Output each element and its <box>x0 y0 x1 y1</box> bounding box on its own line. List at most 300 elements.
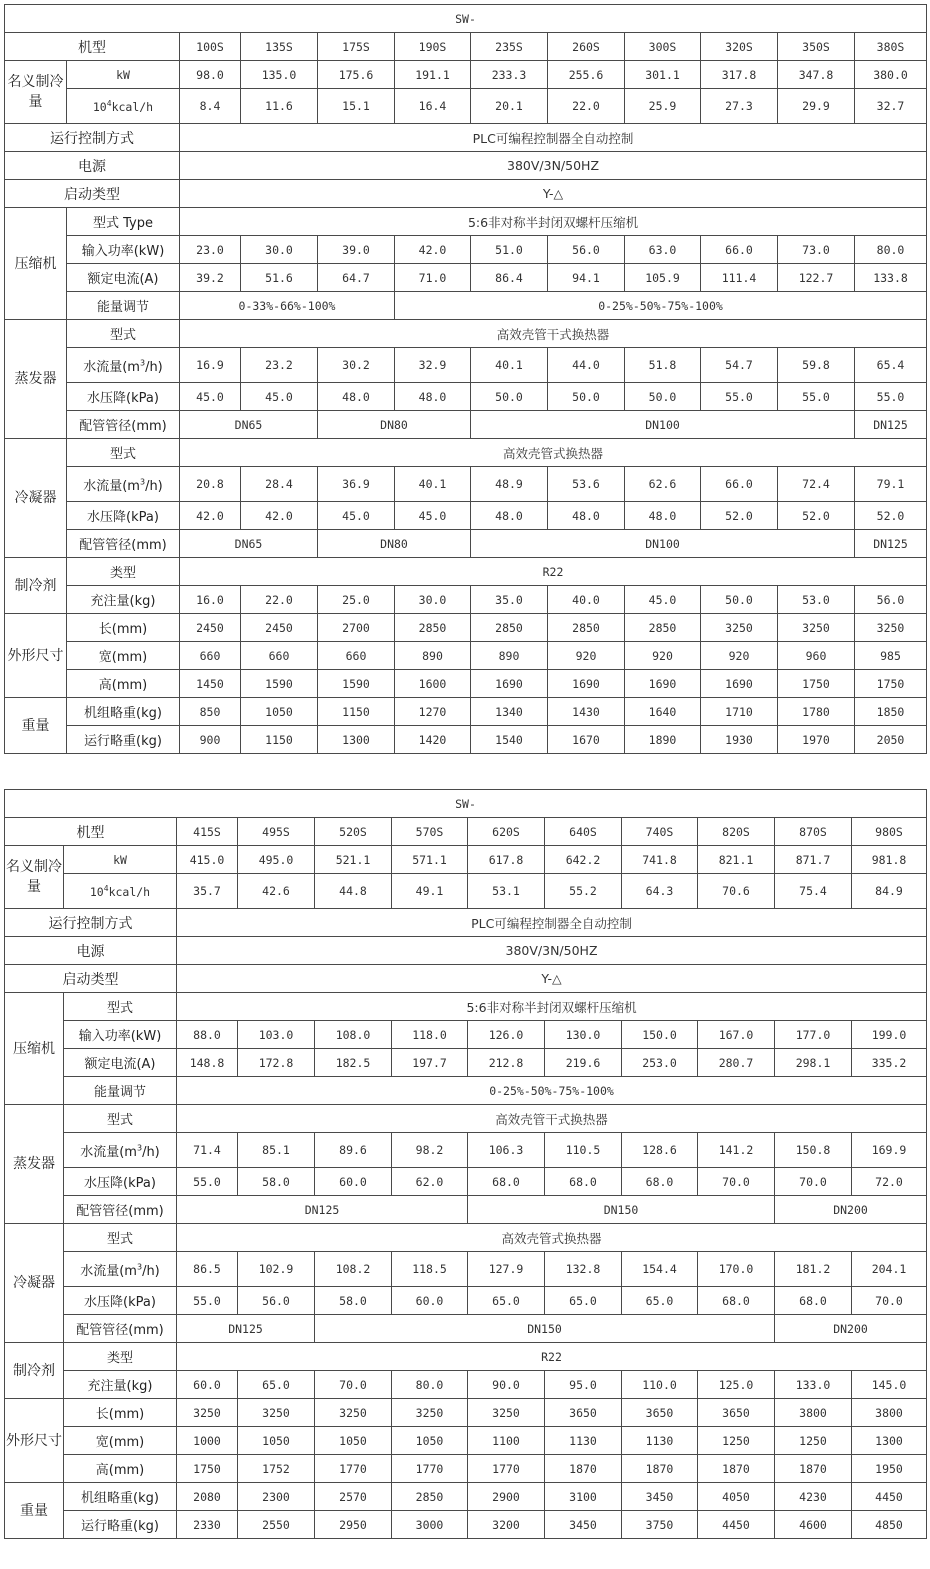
condenser-flow-label-text: 水流量(m <box>80 1263 137 1279</box>
charge-label: 充注量(kg) <box>67 586 180 614</box>
control-mode-value: PLC可编程控制器全自动控制 <box>177 909 927 937</box>
charge-value: 35.0 <box>471 586 548 614</box>
length-value: 3250 <box>701 614 778 642</box>
length-value: 3650 <box>545 1399 622 1427</box>
evaporator-pressure-value: 58.0 <box>238 1168 315 1196</box>
model-name: 135S <box>241 33 318 61</box>
condenser-flow-value: 204.1 <box>852 1252 927 1287</box>
operating-weight-value: 3750 <box>622 1511 698 1539</box>
width-value: 960 <box>778 642 855 670</box>
table-title: SW- <box>5 790 927 818</box>
rated-current-value: 212.8 <box>468 1049 545 1077</box>
model-name: 260S <box>548 33 625 61</box>
evaporator-pressure-value: 62.0 <box>392 1168 468 1196</box>
condenser-flow-value: 53.6 <box>548 467 625 502</box>
operating-weight-label: 运行略重(kg) <box>67 726 180 754</box>
condenser-pressure-value: 60.0 <box>392 1287 468 1315</box>
condenser-flow-label-superscript: 3 <box>139 477 146 487</box>
input-power-label: 输入功率(kW) <box>67 236 180 264</box>
model-name: 570S <box>392 818 468 846</box>
length-value: 3800 <box>775 1399 852 1427</box>
evaporator-flow-value: 169.9 <box>852 1133 927 1168</box>
condenser-flow-value: 86.5 <box>177 1252 238 1287</box>
length-value: 2850 <box>625 614 701 642</box>
height-value: 1870 <box>698 1455 775 1483</box>
height-label: 高(mm) <box>64 1455 177 1483</box>
operating-weight-value: 900 <box>180 726 241 754</box>
input-power-value: 88.0 <box>177 1021 238 1049</box>
width-value: 660 <box>180 642 241 670</box>
kcal-label-text: 10 <box>89 884 104 899</box>
height-value: 1690 <box>471 670 548 698</box>
compressor-label: 压缩机 <box>5 208 67 320</box>
condenser-type-label: 型式 <box>67 439 180 467</box>
operating-weight-value: 1150 <box>241 726 318 754</box>
condenser-pressure-value: 45.0 <box>395 502 471 530</box>
capacity-control-value: 0-25%-50%-75%-100% <box>395 292 927 320</box>
model-name: 740S <box>622 818 698 846</box>
unit-weight-value: 1150 <box>318 698 395 726</box>
evaporator-flow-value: 110.5 <box>545 1133 622 1168</box>
unit-weight-value: 4230 <box>775 1483 852 1511</box>
height-value: 1590 <box>318 670 395 698</box>
input-power-value: 63.0 <box>625 236 701 264</box>
condenser-pressure-value: 48.0 <box>471 502 548 530</box>
charge-value: 50.0 <box>701 586 778 614</box>
kcal-label-unit: kcal/h <box>108 884 151 899</box>
capacity-kw-value: 317.8 <box>701 61 778 89</box>
capacity-kcal-value: 75.4 <box>775 874 852 909</box>
height-value: 1750 <box>778 670 855 698</box>
evaporator-pressure-value: 55.0 <box>701 383 778 411</box>
input-power-value: 150.0 <box>622 1021 698 1049</box>
width-value: 1100 <box>468 1427 545 1455</box>
operating-weight-value: 1930 <box>701 726 778 754</box>
unit-weight-value: 1270 <box>395 698 471 726</box>
model-name: 495S <box>238 818 315 846</box>
length-value: 3250 <box>855 614 927 642</box>
rated-current-value: 219.6 <box>545 1049 622 1077</box>
length-value: 2450 <box>241 614 318 642</box>
unit-weight-value: 2900 <box>468 1483 545 1511</box>
capacity-kw-value: 301.1 <box>625 61 701 89</box>
input-power-value: 108.0 <box>315 1021 392 1049</box>
capacity-kcal-value: 20.1 <box>471 89 548 124</box>
input-power-value: 51.0 <box>471 236 548 264</box>
capacity-control-label: 能量调节 <box>64 1077 177 1105</box>
evaporator-pipe-label: 配管管径(mm) <box>64 1196 177 1224</box>
nominal-capacity-label: 名义制冷量 <box>5 61 67 124</box>
kcal-label-text: 10 <box>92 99 107 114</box>
condenser-flow-value: 154.4 <box>622 1252 698 1287</box>
evaporator-type-label: 型式 <box>67 320 180 348</box>
height-value: 1690 <box>701 670 778 698</box>
evaporator-flow-value: 59.8 <box>778 348 855 383</box>
condenser-pressure-label: 水压降(kPa) <box>67 502 180 530</box>
width-label: 宽(mm) <box>67 642 180 670</box>
condenser-pipe-value: DN150 <box>315 1315 775 1343</box>
condenser-flow-value: 40.1 <box>395 467 471 502</box>
height-value: 1590 <box>241 670 318 698</box>
charge-value: 90.0 <box>468 1371 545 1399</box>
spec-table-2 <box>4 789 927 1539</box>
input-power-value: 80.0 <box>855 236 927 264</box>
control-mode-label: 运行控制方式 <box>5 909 177 937</box>
condenser-pressure-value: 70.0 <box>852 1287 927 1315</box>
condenser-pressure-value: 52.0 <box>778 502 855 530</box>
evaporator-flow-label-text: 水流量(m <box>80 1144 137 1160</box>
condenser-flow-value: 66.0 <box>701 467 778 502</box>
charge-label: 充注量(kg) <box>64 1371 177 1399</box>
condenser-flow-label-superscript: 3 <box>136 1262 143 1272</box>
evaporator-pressure-value: 68.0 <box>545 1168 622 1196</box>
evaporator-pipe-value: DN65 <box>180 411 318 439</box>
condenser-pressure-value: 48.0 <box>625 502 701 530</box>
evaporator-flow-value: 98.2 <box>392 1133 468 1168</box>
evaporator-pressure-value: 70.0 <box>698 1168 775 1196</box>
operating-weight-value: 3000 <box>392 1511 468 1539</box>
condenser-pipe-value: DN100 <box>471 530 855 558</box>
condenser-pressure-value: 48.0 <box>548 502 625 530</box>
evaporator-pipe-value: DN80 <box>318 411 471 439</box>
charge-value: 125.0 <box>698 1371 775 1399</box>
evaporator-pressure-value: 68.0 <box>622 1168 698 1196</box>
capacity-kcal-value: 11.6 <box>241 89 318 124</box>
capacity-kcal-value: 49.1 <box>392 874 468 909</box>
condenser-pressure-value: 58.0 <box>315 1287 392 1315</box>
charge-value: 110.0 <box>622 1371 698 1399</box>
length-value: 2850 <box>471 614 548 642</box>
height-value: 1750 <box>855 670 927 698</box>
input-power-value: 103.0 <box>238 1021 315 1049</box>
input-power-value: 30.0 <box>241 236 318 264</box>
capacity-kcal-value: 70.6 <box>698 874 775 909</box>
kcal-label-superscript: 4 <box>103 883 109 893</box>
length-value: 3250 <box>778 614 855 642</box>
width-value: 1050 <box>238 1427 315 1455</box>
compressor-type-label: 型式 Type <box>67 208 180 236</box>
height-label: 高(mm) <box>67 670 180 698</box>
kcal-label <box>67 89 180 124</box>
condenser-flow-label-unit: /h) <box>142 1263 160 1279</box>
capacity-kcal-value: 44.8 <box>315 874 392 909</box>
condenser-pressure-value: 65.0 <box>545 1287 622 1315</box>
length-value: 2450 <box>180 614 241 642</box>
capacity-kcal-value: 42.6 <box>238 874 315 909</box>
operating-weight-value: 1970 <box>778 726 855 754</box>
capacity-kcal-value: 29.9 <box>778 89 855 124</box>
condenser-pressure-value: 42.0 <box>241 502 318 530</box>
model-name: 100S <box>180 33 241 61</box>
kcal-label-superscript: 4 <box>106 98 112 108</box>
evaporator-flow-value: 40.1 <box>471 348 548 383</box>
model-name: 300S <box>625 33 701 61</box>
evaporator-flow-value: 71.4 <box>177 1133 238 1168</box>
model-name: 190S <box>395 33 471 61</box>
condenser-pipe-value: DN125 <box>177 1315 315 1343</box>
table-title: SW- <box>5 5 927 33</box>
input-power-value: 199.0 <box>852 1021 927 1049</box>
width-value: 660 <box>241 642 318 670</box>
evaporator-flow-value: 85.1 <box>238 1133 315 1168</box>
unit-weight-value: 1710 <box>701 698 778 726</box>
evaporator-flow-value: 106.3 <box>468 1133 545 1168</box>
capacity-kw-value: 871.7 <box>775 846 852 874</box>
evaporator-flow-value: 54.7 <box>701 348 778 383</box>
rated-current-value: 148.8 <box>177 1049 238 1077</box>
condenser-pressure-value: 55.0 <box>177 1287 238 1315</box>
capacity-kcal-value: 32.7 <box>855 89 927 124</box>
evaporator-pressure-value: 55.0 <box>855 383 927 411</box>
width-value: 1050 <box>315 1427 392 1455</box>
capacity-kw-value: 617.8 <box>468 846 545 874</box>
kcal-label-unit: kcal/h <box>111 99 154 114</box>
model-name: 175S <box>318 33 395 61</box>
unit-weight-value: 3450 <box>622 1483 698 1511</box>
model-name: 380S <box>855 33 927 61</box>
capacity-kw-value: 191.1 <box>395 61 471 89</box>
evaporator-pressure-value: 50.0 <box>548 383 625 411</box>
evaporator-pipe-value: DN150 <box>468 1196 775 1224</box>
model-name: 320S <box>701 33 778 61</box>
condenser-flow-value: 102.9 <box>238 1252 315 1287</box>
nominal-capacity-label: 名义制冷量 <box>5 846 64 909</box>
height-value: 1450 <box>180 670 241 698</box>
evaporator-flow-label-unit: /h) <box>142 1144 160 1160</box>
condenser-pipe-value: DN80 <box>318 530 471 558</box>
input-power-value: 42.0 <box>395 236 471 264</box>
rated-current-value: 94.1 <box>548 264 625 292</box>
condenser-flow-value: 62.6 <box>625 467 701 502</box>
evaporator-pressure-value: 68.0 <box>468 1168 545 1196</box>
refrigerant-type-value: R22 <box>177 1343 927 1371</box>
start-type-value: Y-△ <box>180 180 927 208</box>
capacity-kcal-value: 35.7 <box>177 874 238 909</box>
dimensions-label: 外形尺寸 <box>5 614 67 698</box>
length-value: 3650 <box>698 1399 775 1427</box>
refrigerant-type-label: 类型 <box>67 558 180 586</box>
capacity-kcal-value: 25.9 <box>625 89 701 124</box>
unit-weight-value: 3100 <box>545 1483 622 1511</box>
evaporator-pipe-value: DN125 <box>855 411 927 439</box>
height-value: 1770 <box>392 1455 468 1483</box>
operating-weight-value: 1890 <box>625 726 701 754</box>
evaporator-type-value: 高效壳管干式换热器 <box>177 1105 927 1133</box>
charge-value: 53.0 <box>778 586 855 614</box>
charge-value: 45.0 <box>625 586 701 614</box>
capacity-kw-value: 380.0 <box>855 61 927 89</box>
evaporator-flow-value: 51.8 <box>625 348 701 383</box>
input-power-value: 56.0 <box>548 236 625 264</box>
model-name: 640S <box>545 818 622 846</box>
evaporator-flow-label-superscript: 3 <box>139 358 146 368</box>
spec-table-body <box>5 5 927 754</box>
capacity-kw-value: 415.0 <box>177 846 238 874</box>
input-power-value: 39.0 <box>318 236 395 264</box>
evaporator-flow-value: 16.9 <box>180 348 241 383</box>
condenser-flow-label-text: 水流量(m <box>83 478 140 494</box>
refrigerant-type-value: R22 <box>180 558 927 586</box>
evaporator-pressure-value: 48.0 <box>395 383 471 411</box>
input-power-label: 输入功率(kW) <box>64 1021 177 1049</box>
evaporator-pressure-value: 45.0 <box>241 383 318 411</box>
condenser-flow-label <box>64 1252 177 1287</box>
condenser-pressure-value: 56.0 <box>238 1287 315 1315</box>
length-value: 3650 <box>622 1399 698 1427</box>
height-value: 1950 <box>852 1455 927 1483</box>
condenser-flow-value: 20.8 <box>180 467 241 502</box>
height-value: 1770 <box>315 1455 392 1483</box>
condenser-flow-value: 72.4 <box>778 467 855 502</box>
rated-current-label: 额定电流(A) <box>64 1049 177 1077</box>
evaporator-pressure-value: 72.0 <box>852 1168 927 1196</box>
width-value: 660 <box>318 642 395 670</box>
charge-value: 16.0 <box>180 586 241 614</box>
evaporator-type-label: 型式 <box>64 1105 177 1133</box>
power-supply-value: 380V/3N/50HZ <box>180 152 927 180</box>
width-value: 890 <box>471 642 548 670</box>
evaporator-pressure-value: 55.0 <box>177 1168 238 1196</box>
evaporator-flow-value: 141.2 <box>698 1133 775 1168</box>
spec-table-1 <box>4 4 927 754</box>
evaporator-flow-label-superscript: 3 <box>136 1143 143 1153</box>
condenser-label: 冷凝器 <box>5 439 67 558</box>
evaporator-flow-label <box>67 348 180 383</box>
capacity-kcal-value: 53.1 <box>468 874 545 909</box>
input-power-value: 130.0 <box>545 1021 622 1049</box>
evaporator-flow-label-unit: /h) <box>145 359 163 375</box>
start-type-value: Y-△ <box>177 965 927 993</box>
control-mode-label: 运行控制方式 <box>5 124 180 152</box>
operating-weight-value: 1540 <box>471 726 548 754</box>
operating-weight-value: 3200 <box>468 1511 545 1539</box>
unit-weight-value: 1780 <box>778 698 855 726</box>
condenser-pressure-value: 65.0 <box>468 1287 545 1315</box>
charge-value: 70.0 <box>315 1371 392 1399</box>
height-value: 1750 <box>177 1455 238 1483</box>
rated-current-value: 197.7 <box>392 1049 468 1077</box>
length-value: 3250 <box>468 1399 545 1427</box>
condenser-type-value: 高效壳管式换热器 <box>177 1224 927 1252</box>
compressor-label: 压缩机 <box>5 993 64 1105</box>
unit-weight-value: 2570 <box>315 1483 392 1511</box>
operating-weight-value: 1420 <box>395 726 471 754</box>
unit-weight-value: 2080 <box>177 1483 238 1511</box>
kw-label: kW <box>67 61 180 89</box>
length-value: 3250 <box>392 1399 468 1427</box>
operating-weight-value: 1670 <box>548 726 625 754</box>
condenser-label: 冷凝器 <box>5 1224 64 1343</box>
rated-current-value: 298.1 <box>775 1049 852 1077</box>
condenser-pressure-value: 68.0 <box>775 1287 852 1315</box>
width-value: 1000 <box>177 1427 238 1455</box>
length-label: 长(mm) <box>64 1399 177 1427</box>
dimensions-label: 外形尺寸 <box>5 1399 64 1483</box>
refrigerant-label: 制冷剂 <box>5 558 67 614</box>
model-name: 415S <box>177 818 238 846</box>
rated-current-value: 335.2 <box>852 1049 927 1077</box>
model-name: 620S <box>468 818 545 846</box>
compressor-type-value: 5:6非对称半封闭双螺杆压缩机 <box>180 208 927 236</box>
operating-weight-value: 4850 <box>852 1511 927 1539</box>
capacity-kw-value: 821.1 <box>698 846 775 874</box>
condenser-type-value: 高效壳管式换热器 <box>180 439 927 467</box>
model-label: 机型 <box>5 33 180 61</box>
unit-weight-label: 机组略重(kg) <box>67 698 180 726</box>
rated-current-value: 122.7 <box>778 264 855 292</box>
condenser-pressure-label: 水压降(kPa) <box>64 1287 177 1315</box>
length-value: 2700 <box>318 614 395 642</box>
capacity-kcal-value: 15.1 <box>318 89 395 124</box>
power-supply-label: 电源 <box>5 152 180 180</box>
capacity-kw-value: 98.0 <box>180 61 241 89</box>
capacity-kcal-value: 22.0 <box>548 89 625 124</box>
unit-weight-label: 机组略重(kg) <box>64 1483 177 1511</box>
model-name: 350S <box>778 33 855 61</box>
input-power-value: 23.0 <box>180 236 241 264</box>
capacity-kcal-value: 84.9 <box>852 874 927 909</box>
operating-weight-label: 运行略重(kg) <box>64 1511 177 1539</box>
condenser-pipe-value: DN200 <box>775 1315 927 1343</box>
operating-weight-value: 2950 <box>315 1511 392 1539</box>
evaporator-flow-value: 128.6 <box>622 1133 698 1168</box>
evaporator-pressure-value: 50.0 <box>625 383 701 411</box>
height-value: 1870 <box>775 1455 852 1483</box>
width-value: 1250 <box>698 1427 775 1455</box>
unit-weight-value: 850 <box>180 698 241 726</box>
charge-value: 22.0 <box>241 586 318 614</box>
unit-weight-value: 1340 <box>471 698 548 726</box>
operating-weight-value: 2550 <box>238 1511 315 1539</box>
evaporator-pipe-value: DN200 <box>775 1196 927 1224</box>
evaporator-pressure-value: 45.0 <box>180 383 241 411</box>
rated-current-value: 111.4 <box>701 264 778 292</box>
operating-weight-value: 2050 <box>855 726 927 754</box>
evaporator-pipe-value: DN100 <box>471 411 855 439</box>
capacity-kcal-value: 16.4 <box>395 89 471 124</box>
width-value: 1050 <box>392 1427 468 1455</box>
rated-current-value: 64.7 <box>318 264 395 292</box>
operating-weight-value: 2330 <box>177 1511 238 1539</box>
condenser-pressure-value: 42.0 <box>180 502 241 530</box>
unit-weight-value: 2300 <box>238 1483 315 1511</box>
model-name: 980S <box>852 818 927 846</box>
evaporator-pressure-value: 48.0 <box>318 383 395 411</box>
height-value: 1600 <box>395 670 471 698</box>
condenser-flow-value: 108.2 <box>315 1252 392 1287</box>
evaporator-pipe-value: DN125 <box>177 1196 468 1224</box>
capacity-kw-value: 135.0 <box>241 61 318 89</box>
capacity-kw-value: 347.8 <box>778 61 855 89</box>
capacity-kcal-value: 55.2 <box>545 874 622 909</box>
width-value: 985 <box>855 642 927 670</box>
condenser-pipe-label: 配管管径(mm) <box>67 530 180 558</box>
capacity-kw-value: 741.8 <box>622 846 698 874</box>
capacity-kw-value: 642.2 <box>545 846 622 874</box>
charge-value: 60.0 <box>177 1371 238 1399</box>
evaporator-flow-value: 65.4 <box>855 348 927 383</box>
power-supply-value: 380V/3N/50HZ <box>177 937 927 965</box>
compressor-type-value: 5:6非对称半封闭双螺杆压缩机 <box>177 993 927 1021</box>
control-mode-value: PLC可编程控制器全自动控制 <box>180 124 927 152</box>
capacity-kw-value: 981.8 <box>852 846 927 874</box>
length-value: 2850 <box>395 614 471 642</box>
charge-value: 40.0 <box>548 586 625 614</box>
capacity-kw-value: 255.6 <box>548 61 625 89</box>
evaporator-flow-value: 32.9 <box>395 348 471 383</box>
condenser-pressure-value: 52.0 <box>855 502 927 530</box>
rated-current-value: 280.7 <box>698 1049 775 1077</box>
